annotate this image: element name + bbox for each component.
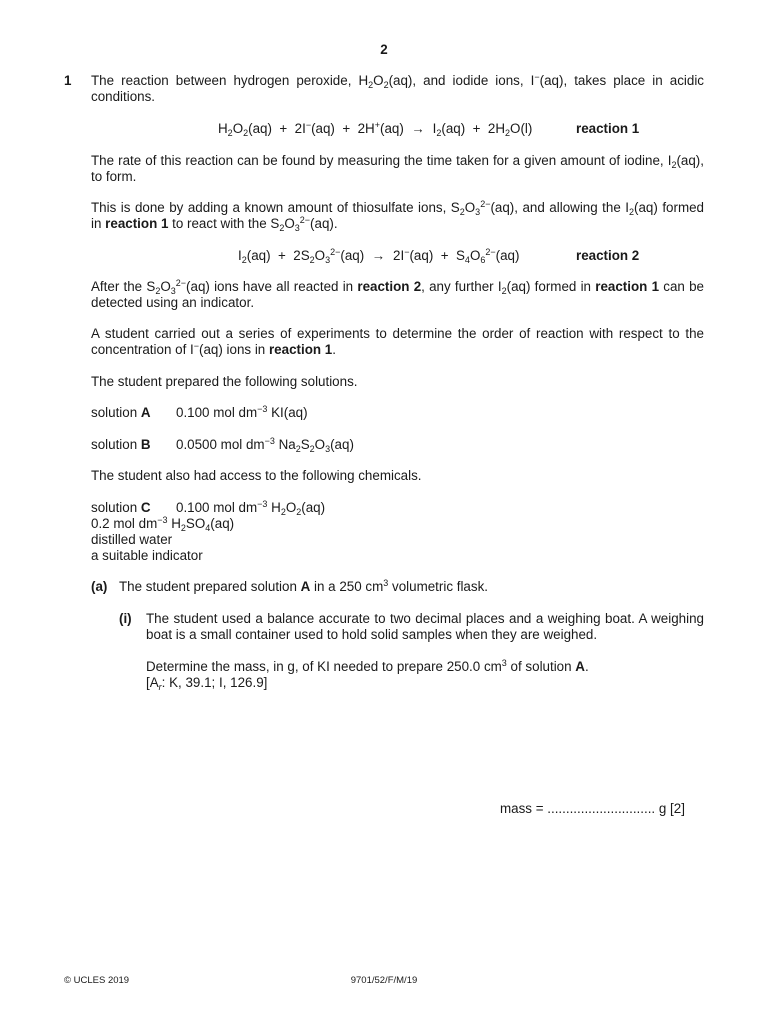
student-paragraph: A student carried out a series of experiments to determine the order of reaction with respect to the concentration of I−(aq) ions in reaction 1.	[91, 326, 704, 357]
footer-copyright: © UCLES 2019	[64, 975, 130, 986]
prepared-solutions-text: The student prepared the following solutions.	[91, 374, 358, 389]
part-i-label: (i)	[119, 611, 132, 626]
relative-atomic-masses: [$A_r$: K, 39.1; I, 126.9]	[146, 675, 268, 692]
solution-a: solution A 0.100 mol $dm^{-3}$ KI(aq)	[91, 404, 308, 420]
reaction-1-equation	[91, 121, 704, 137]
page-number: 2	[380, 42, 388, 57]
reaction-2-formula: $I_2(aq) + 2S_2O_3^{2-}(aq) \to 2I^-(aq) + S_4O_6^{2-}(aq)$	[238, 247, 520, 265]
question-number: 1	[64, 73, 72, 88]
distilled-water-item: distilled water	[91, 532, 173, 547]
thiosulfate-paragraph: This is done by adding a known amount of thiosulfate ions, $S_2O_3^{2-}(aq)$, and allowing the $I_2(aq)$ formed in reaction 1 to react with the $S_2O_3^{2-}(aq)$.	[91, 199, 704, 233]
intro-paragraph: The reaction between hydrogen peroxide, $H_2O_2(aq)$, and iodide ions, I−(aq), takes place in acidic conditions.	[91, 72, 704, 104]
indicator-item: a suitable indicator	[91, 548, 203, 563]
rate-paragraph: The rate of this reaction can be found by measuring the time taken for a given amount of iodine, $I_2(aq)$, to form.	[91, 153, 704, 184]
part-a-label: (a)	[91, 579, 108, 594]
mass-answer-line[interactable]: mass = ............................. g [2]	[500, 801, 685, 816]
reaction-1-formula: $H_2O_2(aq) + 2I^-(aq) + 2H^+(aq) \to I_2(aq) + 2H_2O(l)$	[218, 120, 533, 138]
solution-c: solution C 0.100 mol $dm^{-3}$ $H_2O_2(aq)$	[91, 499, 326, 517]
after-paragraph: After the $S_2O_3^{2-}(aq)$ ions have all reacted in reaction 2, any further $I_2(aq)$ formed in reaction 1 can be detected using an indicator.	[91, 278, 704, 310]
part-i-text: The student used a balance accurate to two decimal places and a weighing boat. A weighing boat is a small container used to hold solid samples when they are weighed.	[146, 611, 704, 642]
part-a-text: The student prepared solution A in a 250 $cm^3$ volumetric flask.	[119, 578, 488, 594]
solution-b: solution B 0.0500 mol $dm^{-3}$ $Na_2S_2O_3(aq)$	[91, 436, 354, 454]
access-text: The student also had access to the following chemicals.	[91, 468, 422, 483]
footer-paper-code: 9701/52/F/M/19	[350, 975, 418, 986]
sulfuric-acid-item: 0.2 mol $dm^{-3}$ $H_2SO_4(aq)$	[91, 515, 235, 533]
reaction-2-label: reaction 2	[576, 248, 640, 263]
reaction-1-label: reaction 1	[576, 121, 640, 136]
determine-mass-text: Determine the mass, in g, of KI needed to prepare 250.0 $cm^3$ of solution A.	[146, 658, 589, 674]
reaction-2-equation	[91, 248, 704, 264]
